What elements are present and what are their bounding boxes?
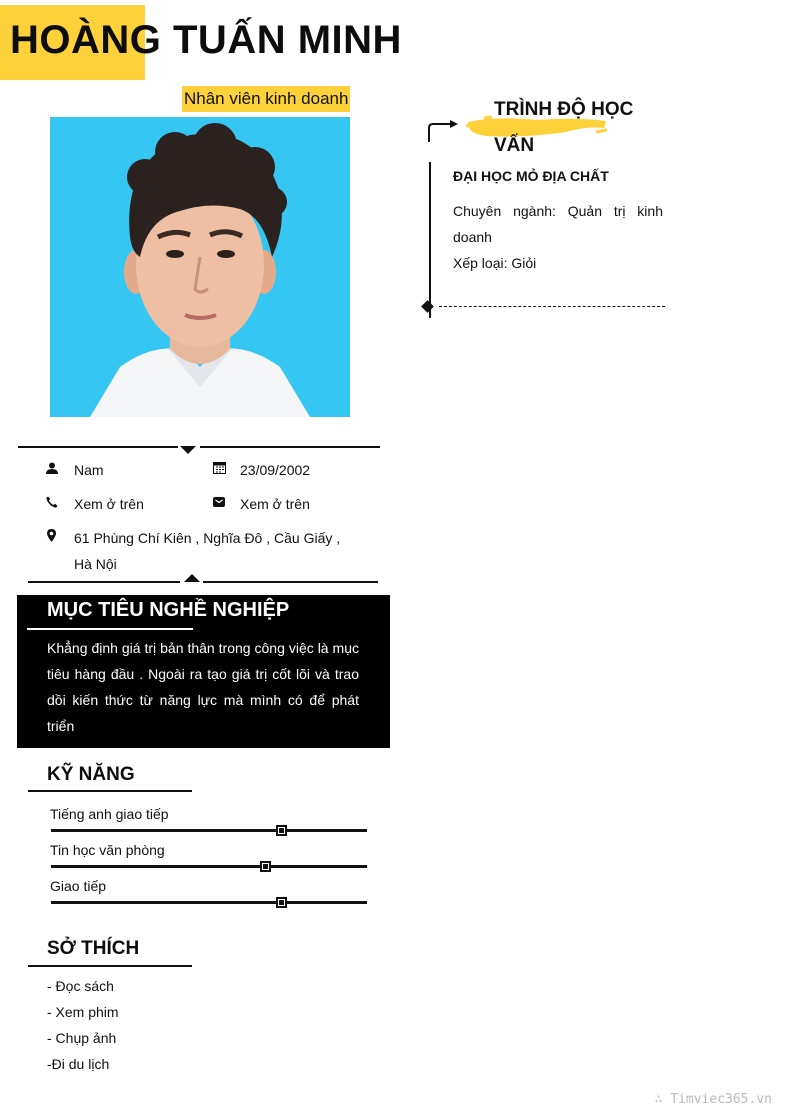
full-name: HOÀNG TUẤN MINH [10,18,402,62]
corner-arrow-icon [427,120,459,142]
objective-title-underline [27,628,193,630]
education-title: TRÌNH ĐỘ HỌC VẤN [494,99,634,156]
calendar-icon [213,461,227,475]
profile-photo [50,117,350,417]
address-line-1: 61 Phùng Chí Kiên , Nghĩa Đô , Cầu Giấy , [74,530,341,546]
envelope-icon [213,495,227,509]
objective-title: MỤC TIÊU NGHỀ NGHIỆP [47,599,290,621]
objective-text: Khẳng định giá trị bản thân trong công việc là mục tiêu hàng đầu . Ngoài ra tạo giá trị cốt lõi và trao dồi kiến thức từ năng lực mà mình có để phát triển [47,640,359,734]
phone-value: Xem ở trên [74,496,144,512]
skills-title-underline [28,790,192,792]
divider-left [18,446,178,448]
skills-title: KỸ NĂNG [47,764,135,785]
phone-icon [46,495,60,509]
divider-up-arrow [184,574,200,582]
skill-level-handle [276,825,287,836]
hobby-item: -Đi du lịch [47,1056,110,1072]
gender-value: Nam [74,462,104,478]
education-dashed-separator [439,306,665,307]
hobby-item: - Chụp ảnh [47,1030,117,1046]
map-pin-icon [47,529,61,543]
divider-left-2 [28,581,180,583]
skill-level-handle [260,861,271,872]
education-school: ĐẠI HỌC MỎ ĐỊA CHẤT [453,168,609,184]
objective-section [17,595,390,748]
skill-track [51,865,367,868]
job-title: Nhân viên kinh doanh [182,86,350,112]
skill-level-handle [276,897,287,908]
divider-right [200,446,380,448]
user-icon [46,461,60,475]
skill-track [51,829,367,832]
skill-label: Giao tiếp [50,878,107,894]
education-major: Chuyên ngành: Quản trị kinh doanh [453,203,663,245]
divider-down-arrow [180,446,196,454]
hobbies-title-underline [28,965,192,967]
divider-right-2 [203,581,378,583]
timeline-diamond [421,300,434,313]
hobby-item: - Xem phim [47,1004,119,1020]
skill-label: Tiếng anh giao tiếp [50,806,169,822]
hobby-item: - Đọc sách [47,978,114,994]
email-value: Xem ở trên [240,496,310,512]
skill-label: Tin học văn phòng [50,842,165,858]
watermark: ∴ Timviec365.vn [654,1092,772,1107]
education-timeline [429,162,431,318]
portrait-illustration [50,117,350,417]
address-line-2: Hà Nội [74,556,117,572]
skill-track [51,901,367,904]
education-rank: Xếp loại: Giỏi [453,255,537,271]
hobbies-title: SỞ THÍCH [47,938,140,959]
birthday-value: 23/09/2002 [240,462,311,478]
